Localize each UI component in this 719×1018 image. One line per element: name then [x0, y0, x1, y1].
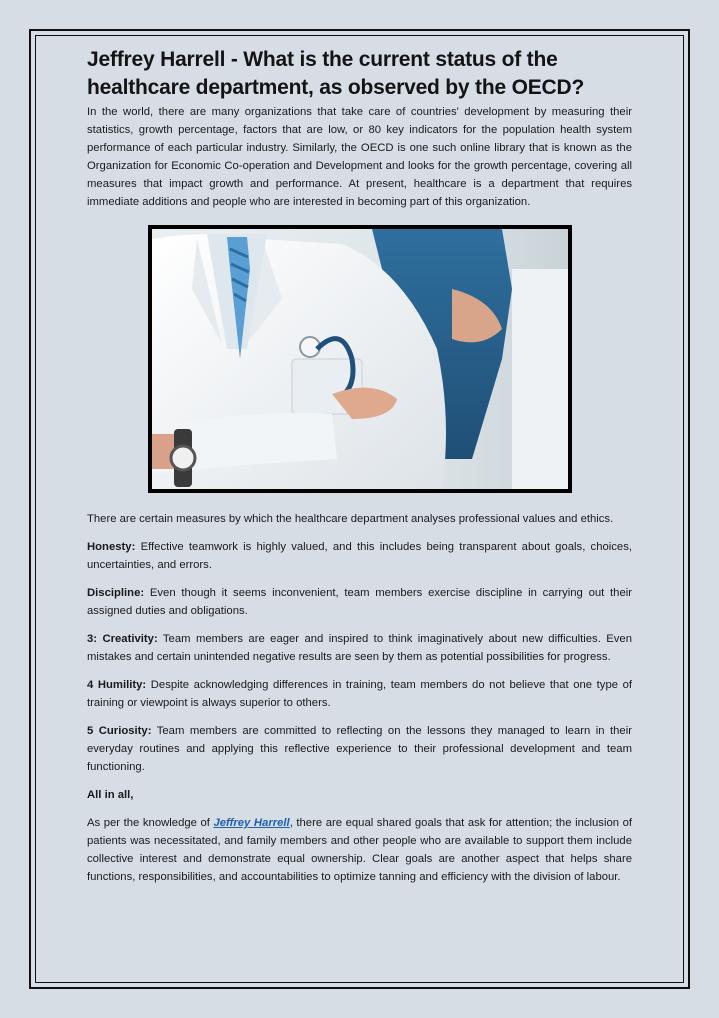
value-text: Team members are eager and inspired to think imaginatively about new difficulties. Even mistakes and certain unintended negative results are seen by them as potential possibilities for progress.	[87, 633, 632, 663]
doctor-photo	[152, 229, 568, 489]
conclusion-paragraph	[87, 814, 632, 886]
value-text: Effective teamwork is highly valued, and this includes being transparent about goals, choices, uncertainties, and errors.	[87, 541, 632, 571]
conclusion-text-start: As per the knowledge of	[87, 817, 214, 829]
measures-intro: There are certain measures by which the healthcare department analyses professional values and ethics.	[87, 513, 614, 525]
value-humility	[87, 676, 632, 712]
value-creativity	[87, 630, 632, 666]
value-discipline	[87, 584, 632, 620]
value-honesty	[87, 538, 632, 574]
bg-doctor-coat	[512, 269, 568, 489]
value-label: Honesty:	[87, 541, 136, 553]
value-text: Team members are committed to reflecting on the lessons they managed to learn in their everyday routines and applying this reflective experience to their professional development and team functioning.	[87, 725, 632, 773]
doctor-photo-frame	[148, 225, 572, 493]
conclusion-heading	[87, 786, 632, 804]
value-text: Even though it seems inconvenient, team members exercise discipline in carrying out their assigned duties and obligations.	[87, 587, 632, 617]
value-label: Discipline:	[87, 587, 145, 599]
document-body	[87, 46, 632, 886]
page-title: Jeffrey Harrell - What is the current status of the healthcare department, as observed by the OECD?	[87, 48, 585, 99]
value-label: 3: Creativity:	[87, 633, 158, 645]
value-label: 4 Humility:	[87, 679, 147, 691]
value-curiosity	[87, 722, 632, 776]
conclusion-text-end: , there are equal shared goals that ask for attention; the inclusion of patients was necessitated, and family members and other people who are available to support them include collective interest and demonstrate equal ownership. Clear goals are another aspect that helps share functions, responsibilities, and accountabilities to optimize tanning and efficiency with the division of labour.	[87, 817, 633, 883]
value-text: Despite acknowledging differences in training, team members do not believe that one type of training or viewpoint is always superior to others.	[87, 679, 633, 709]
value-label: 5 Curiosity:	[87, 725, 152, 737]
jeffrey-harrell-link[interactable]: Jeffrey Harrell	[213, 817, 290, 829]
watch-face	[171, 446, 195, 470]
intro-paragraph: In the world, there are many organizations that take care of countries' development by measuring their statistics, growth percentage, factors that are low, or 80 key indicators for the population health system performance of each particular industry. Similarly, the OECD is one such online library that is known as the Organization for Economic Co-operation and Development and looks for the growth percentage, covering all measures that impact growth and performance. At present, healthcare is a department that requires immediate additions and people who are interested in becoming part of this organization.	[87, 106, 632, 208]
conclusion-heading-text: All in all,	[87, 789, 134, 801]
